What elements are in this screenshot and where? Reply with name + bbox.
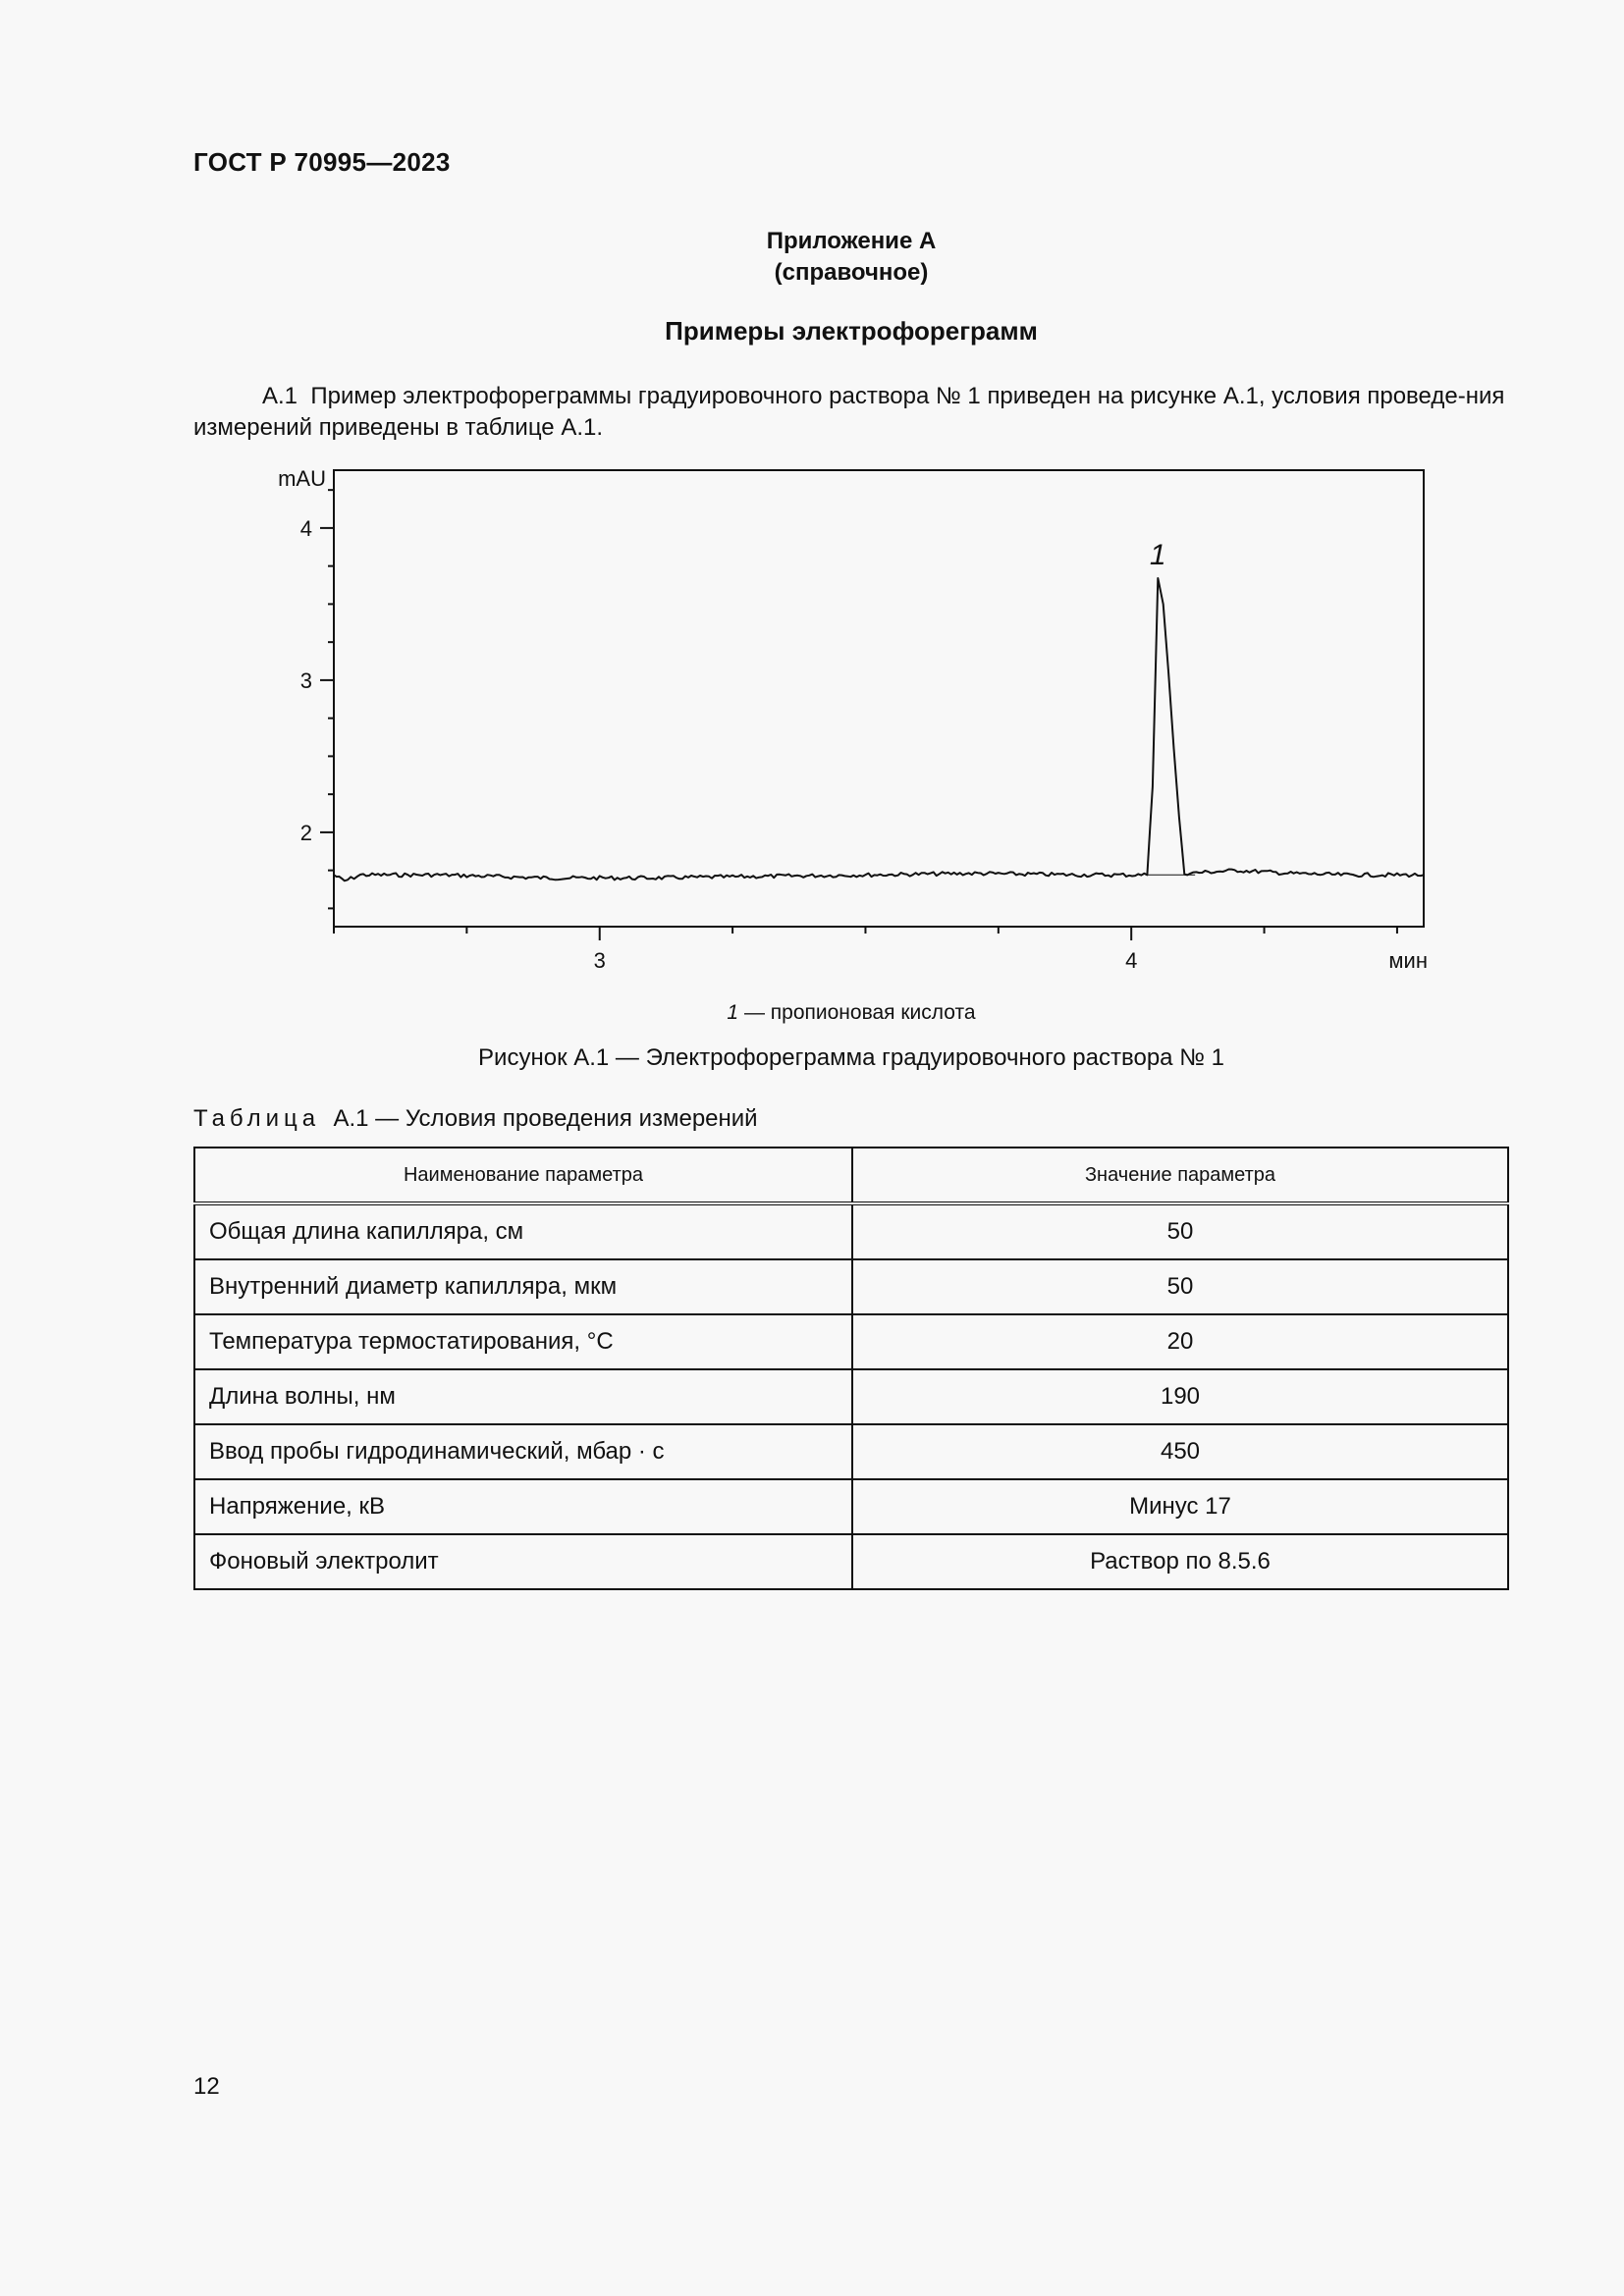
appendix-title: Приложение А: [766, 228, 937, 254]
x-axis-unit: мин: [1388, 948, 1428, 973]
parameter-value: 20: [852, 1314, 1508, 1369]
table-row: [194, 1369, 1508, 1424]
parameter-name: Внутренний диаметр капилляра, мкм: [194, 1259, 852, 1314]
y-tick-label: 4: [299, 515, 312, 541]
parameter-value: 190: [852, 1369, 1508, 1424]
header-parameter-value: Значение параметра: [852, 1148, 1508, 1203]
electropherogram-chart: [0, 0, 1624, 991]
section-title: Примеры электрофореграмм: [665, 316, 1038, 346]
parameter-name: Температура термостатирования, °С: [194, 1314, 852, 1369]
parameter-value: Раствор по 8.5.6: [852, 1534, 1508, 1589]
legend-number: 1: [727, 1001, 739, 1024]
parameter-name: Ввод пробы гидродинамический, мбар · с: [194, 1424, 852, 1479]
signal-trace: [334, 578, 1424, 881]
document-code: ГОСТ Р 70995—2023: [193, 147, 451, 177]
table-caption-word: Таблица: [193, 1105, 321, 1132]
table-row: [194, 1203, 1508, 1259]
table-row: [194, 1259, 1508, 1314]
x-tick-label: 4: [1125, 948, 1138, 973]
parameter-value: 50: [852, 1259, 1508, 1314]
table-header-row: [194, 1148, 1508, 1203]
parameter-name: Общая длина капилляра, см: [194, 1203, 852, 1259]
peak-label: 1: [1149, 539, 1166, 572]
table-row: [194, 1479, 1508, 1534]
paragraph-text: Пример электрофореграммы градуировочного раствора № 1 приведен на рисунке А.1, условия проведе-ния измерений приведены в таблице А.1.: [193, 383, 1505, 441]
parameter-name: Напряжение, кВ: [194, 1479, 852, 1534]
parameter-name: Фоновый электролит: [194, 1534, 852, 1589]
parameter-value: 450: [852, 1424, 1508, 1479]
y-tick-label: 3: [299, 667, 312, 693]
table-row: [194, 1424, 1508, 1479]
appendix-subtitle: (справочное): [774, 259, 929, 286]
table-caption: [193, 1105, 758, 1133]
x-tick-label: 3: [593, 948, 606, 973]
paragraph-number: А.1: [262, 383, 298, 409]
table-row: [194, 1314, 1508, 1369]
table-row: [194, 1534, 1508, 1589]
page-number: 12: [193, 2073, 220, 2100]
parameter-value: Минус 17: [852, 1479, 1508, 1534]
header-parameter-name: Наименование параметра: [194, 1148, 852, 1203]
y-tick-label: 2: [299, 820, 312, 845]
parameter-value: 50: [852, 1203, 1508, 1259]
figure-caption: Рисунок А.1 — Электрофореграмма градуировочного раствора № 1: [478, 1044, 1224, 1071]
table-caption-text: А.1 — Условия проведения измерений: [333, 1105, 758, 1132]
plot-frame: [334, 470, 1424, 927]
measurement-conditions-table: [193, 1147, 1509, 1590]
figure-legend: [193, 1001, 1509, 1025]
parameter-name: Длина волны, нм: [194, 1369, 852, 1424]
legend-text: — пропионовая кислота: [738, 1001, 976, 1024]
y-axis-label: mAU: [278, 466, 326, 491]
